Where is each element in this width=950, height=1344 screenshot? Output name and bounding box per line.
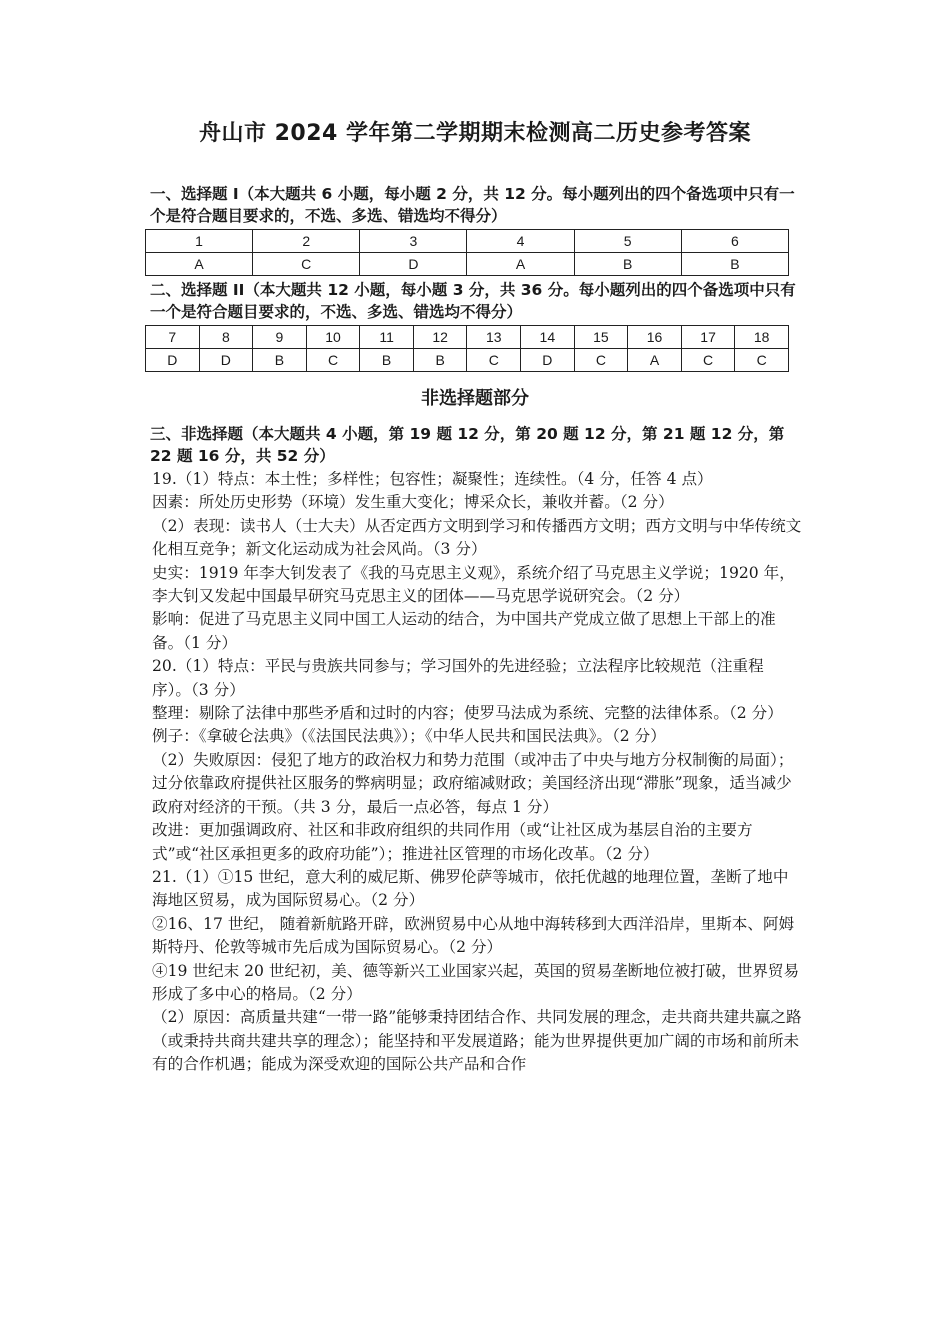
section1-heading: 一、选择题 I（本大题共 6 小题，每小题 2 分，共 12 分。每小题列出的四个备选项中只有一个是符合题目要求的，不选、多选、错选均不得分） <box>150 185 795 225</box>
section2-heading: 二、选择题 II（本大题共 12 小题，每小题 3 分，共 36 分。每小题列出的四个备选项中只有一个是符合题目要求的，不选、多选、错选均不得分） <box>150 281 796 321</box>
answer-cell: B <box>360 349 414 372</box>
question-number-cell: 8 <box>199 326 253 349</box>
question-number-cell: 7 <box>146 326 200 349</box>
section2-answer-row <box>146 349 789 372</box>
section1-number-row <box>146 230 789 253</box>
answer-paragraph: 整理：剔除了法律中那些矛盾和过时的内容；使罗马法成为系统、完整的法律体系。（2 分） <box>152 704 783 723</box>
question-number-cell: 11 <box>360 326 414 349</box>
question-number-cell: 6 <box>681 230 788 253</box>
answer-cell: A <box>146 253 253 276</box>
answer-paragraph: 史实：1919 年李大钊发表了《我的马克思主义观》，系统介绍了马克思主义学说；1920 年，李大钊又发起中国最早研究马克思主义的团体——马克思学说研究会。（2 分） <box>152 563 795 606</box>
answer-paragraph: ②16、17 世纪， 随着新航路开辟，欧洲贸易中心从地中海转移到大西洋沿岸，里斯本、阿姆斯特丹、伦敦等城市先后成为国际贸易心。（2 分） <box>152 914 795 957</box>
question-number-cell: 16 <box>628 326 682 349</box>
question-number-cell: 1 <box>146 230 253 253</box>
answer-cell: D <box>146 349 200 372</box>
answer-cell: B <box>681 253 788 276</box>
question-number-cell: 9 <box>253 326 307 349</box>
answer-cell: C <box>735 349 789 372</box>
answer-paragraph: （2）原因：高质量共建“一带一路”能够秉持团结合作、共同发展的理念，走共商共建共赢之路（或秉持共商共建共享的理念）；能坚持和平发展道路；能为世界提供更加广阔的市场和前所未有的合作机遇；能成为深受欢迎的国际公共产品和合作 <box>152 1008 802 1074</box>
answer-paragraph: 例子：《拿破仑法典》（《法国民法典》）；《中华人民共和国民法典》。（2 分） <box>152 727 666 746</box>
question-number-cell: 17 <box>681 326 735 349</box>
answer-paragraph: 影响：促进了马克思主义同中国工人运动的结合，为中国共产党成立做了思想上干部上的准备。（1 分） <box>152 610 776 652</box>
question-number-cell: 18 <box>735 326 789 349</box>
answer-paragraph: ④19 世纪末 20 世纪初，美、德等新兴工业国家兴起，英国的贸易垄断地位被打破，世界贸易形成了多中心的格局。（2 分） <box>152 961 800 1003</box>
section3-heading: 三、非选择题（本大题共 4 小题，第 19 题 12 分，第 20 题 12 分，第 21 题 12 分，第 22 题 16 分，共 52 分） <box>150 425 785 465</box>
answer-cell: C <box>253 253 360 276</box>
question-number-cell: 13 <box>467 326 521 349</box>
answer-paragraph: 20.（1）特点：平民与贵族共同参与；学习国外的先进经验；立法程序比较规范（注重程序）。（3 分） <box>152 657 764 699</box>
section2-number-row <box>146 326 789 349</box>
question-number-cell: 5 <box>574 230 681 253</box>
answer-paragraph: （2）失败原因：侵犯了地方的政治权力和势力范围（或冲击了中央与地方分权制衡的局面）；过分依靠政府提供社区服务的弊病明显；政府缩减财政；美国经济出现“滞胀”现象，适当减少政府对经济的干预。（共 3 分，最后一点必答，每点 1 分） <box>152 750 794 816</box>
answer-cell: C <box>574 349 628 372</box>
answer-cell: C <box>467 349 521 372</box>
section2-answer-table <box>145 325 789 372</box>
section1-answer-table <box>145 229 789 276</box>
section3-answers <box>152 468 802 1077</box>
answer-paragraph: 19.（1）特点：本土性；多样性；包容性；凝聚性；连续性。（4 分，任答 4 点） <box>152 470 713 488</box>
question-number-cell: 10 <box>306 326 360 349</box>
answer-cell: A <box>467 253 574 276</box>
answer-cell: C <box>306 349 360 372</box>
section1-answer-row <box>146 253 789 276</box>
question-number-cell: 3 <box>360 230 467 253</box>
page-title: 舟山市 2024 学年第二学期期末检测高二历史参考答案 <box>198 121 752 146</box>
non-choice-subtitle: 非选择题部分 <box>421 388 529 409</box>
answer-cell: B <box>574 253 681 276</box>
answer-paragraph: 21.（1）①15 世纪，意大利的威尼斯、佛罗伦萨等城市，依托优越的地理位置，垄断了地中海地区贸易，成为国际贸易心。（2 分） <box>152 867 789 910</box>
answer-cell: D <box>199 349 253 372</box>
question-number-cell: 4 <box>467 230 574 253</box>
question-number-cell: 15 <box>574 326 628 349</box>
question-number-cell: 12 <box>413 326 467 349</box>
answer-cell: C <box>681 349 735 372</box>
answer-paragraph: 改进：更加强调政府、社区和非政府组织的共同作用（或“让社区成为基层自治的主要方式”或“社区承担更多的政府功能”）；推进社区管理的市场化改革。（2 分） <box>152 821 753 863</box>
answer-cell: D <box>360 253 467 276</box>
answer-cell: B <box>253 349 307 372</box>
answer-paragraph: （2）表现：读书人（士大夫）从否定西方文明到学习和传播西方文明；西方文明与中华传统文化相互竞争；新文化运动成为社会风尚。（3 分） <box>152 516 802 559</box>
question-number-cell: 2 <box>253 230 360 253</box>
answer-cell: D <box>521 349 575 372</box>
answer-cell: A <box>628 349 682 372</box>
answer-cell: B <box>413 349 467 372</box>
answer-paragraph: 因素：所处历史形势（环境）发生重大变化；博采众长，兼收并蓄。（2 分） <box>152 493 674 512</box>
question-number-cell: 14 <box>521 326 575 349</box>
